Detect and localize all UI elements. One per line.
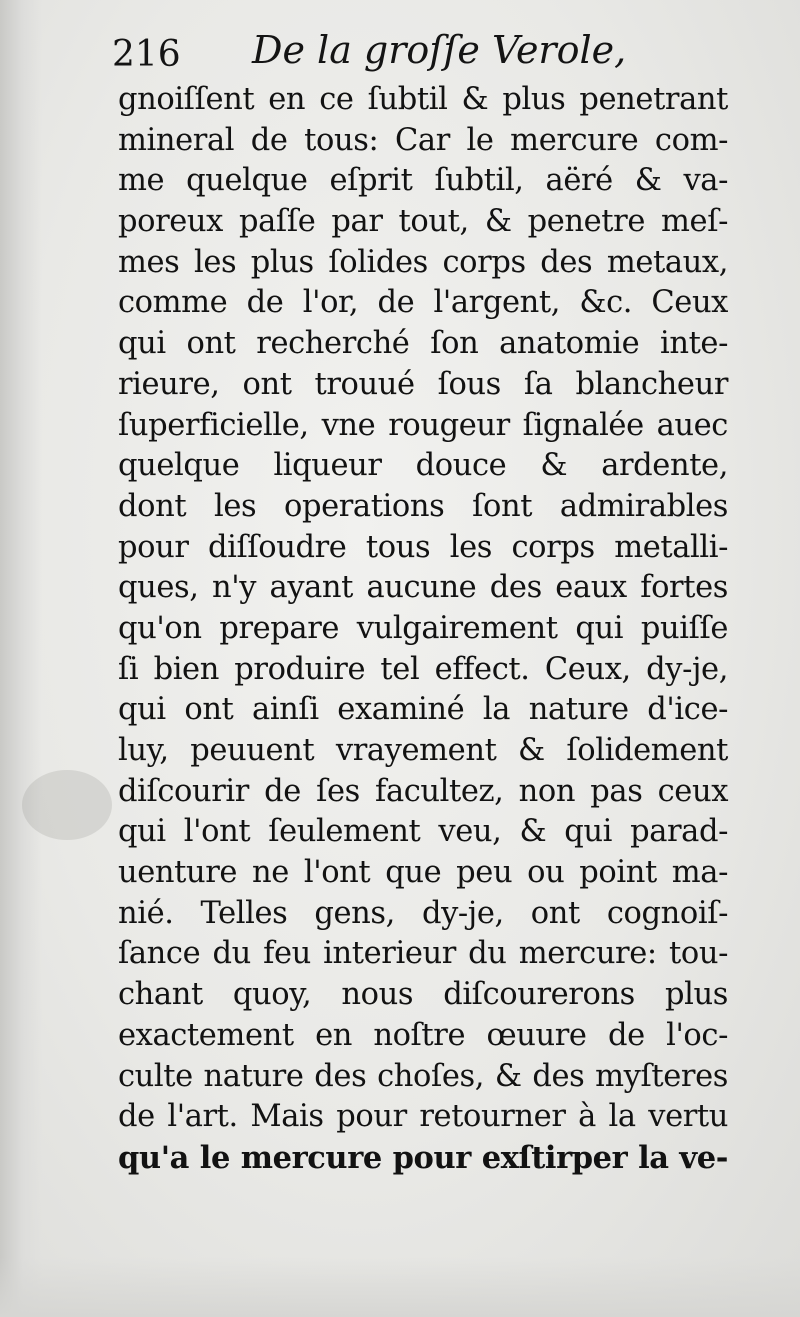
text-line: pour diſſoudre tous les corps metalli- [118,529,728,565]
text-line: ſuperficielle, vne rougeur ſignalée auec [118,407,728,443]
text-line: mes les plus ſolides corps des metaux, [118,244,728,280]
text-line: poreux paſſe par tout, & penetre meſ- [118,204,728,240]
text-line: qui ont recherché ſon anatomie inte- [118,326,728,362]
body-text [118,80,728,1179]
text-line: exactement en noſtre œuure de l'oc- [118,1017,728,1053]
text-line: qui ont ainſi examiné la nature d'ice- [118,692,728,728]
text-line: de l'art. Mais pour retourner à la vertu [118,1099,728,1135]
text-line: quelque liqueur douce & ardente, [118,448,728,484]
text-line: chant quoy, nous diſcourerons plus [118,977,728,1013]
page-number: 216 [112,34,181,75]
page-header [112,28,732,88]
text-line: dont les operations ſont admirables [118,488,728,524]
text-line: ſance du feu interieur du mercure: tou- [118,936,728,972]
text-line: rieure, ont trouué ſous ſa blancheur [118,366,728,402]
text-line: comme de l'or, de l'argent, &c. Ceux [118,285,728,321]
page-bottom-edge [0,1257,800,1317]
text-line: qui l'ont ſeulement veu, & qui parad- [118,814,728,850]
text-line: me quelque eſprit ſubtil, aëré & va- [118,163,728,199]
text-line: luy, peuuent vrayement & ſolidement [118,733,728,768]
gutter-shadow [0,0,42,1317]
text-line: uenture ne l'ont que peu ou point ma- [118,855,728,891]
text-line: ſi bien produire tel effect. Ceux, dy-je, [118,651,728,687]
text-line: diſcourir de ſes facultez, non pas ceux [118,773,728,809]
text-line: nié. Telles gens, dy-je, ont cognoiſ- [118,895,728,931]
running-title: De la groſſe Verole, [252,28,627,72]
text-line: gnoiſſent en ce ſubtil & plus penetrant [118,82,728,117]
ink-smudge [22,770,112,840]
text-line: ques, n'y ayant aucune des eaux fortes [118,570,728,606]
text-line: qu'on prepare vulgairement qui puiſſe [118,610,728,646]
text-line: mineral de tous: Car le mercure com- [118,122,728,158]
text-line: qu'a le mercure pour exſtirper la ve- [118,1139,728,1176]
text-line: culte nature des choſes, & des myſteres [118,1058,728,1094]
